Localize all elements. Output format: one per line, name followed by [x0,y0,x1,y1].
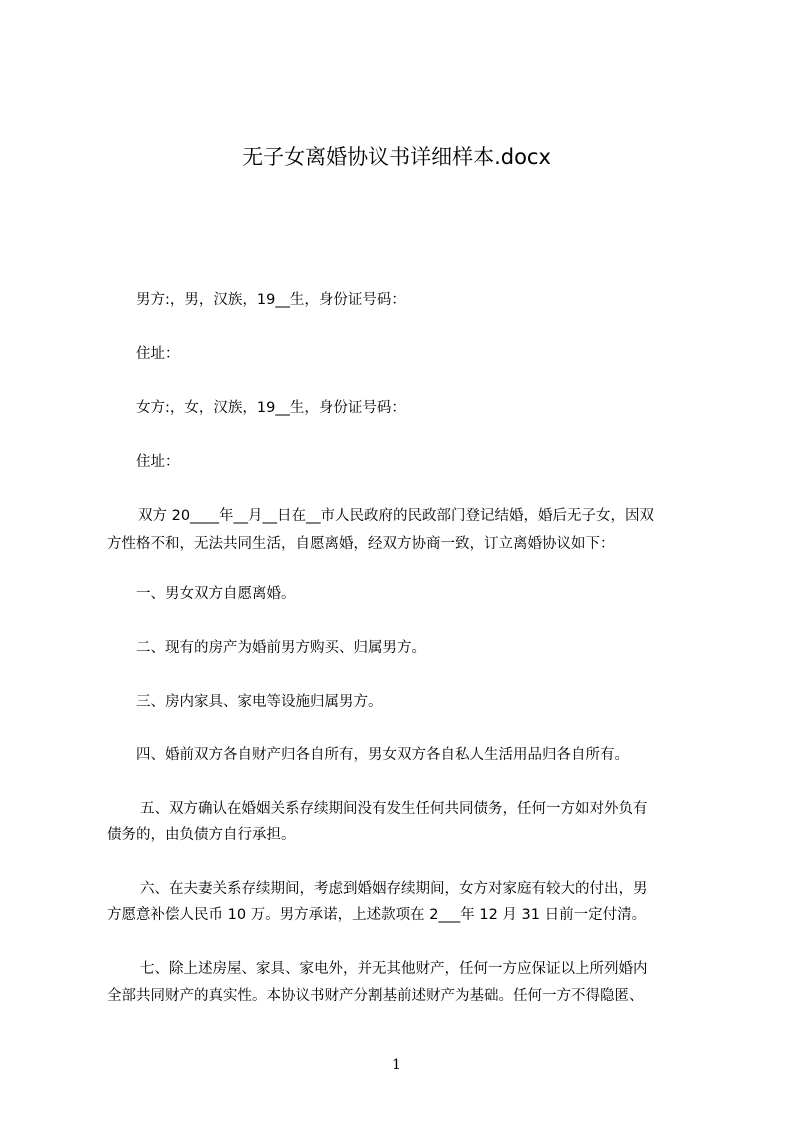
clause-3: 三、房内家具、家电等设施归属男方。 [136,694,383,710]
paragraph-marriage-line2: 方性格不和，无法共同生活，自愿离婚，经双方协商一致，订立离婚协议如下： [107,536,615,552]
clause-4: 四、婚前双方各自财产归各自所有，男女双方各自私人生活用品归各自所有。 [136,747,629,763]
clause-5-line1: 五、双方确认在婚姻关系存续期间没有发生任何共同债务，任何一方如对外负有 [140,801,648,817]
document-title: 无子女离婚协议书详细样本.docx [242,145,551,169]
clause-6-line1: 六、在夫妻关系存续期间，考虑到婚姻存续期间，女方对家庭有较大的付出，男 [140,881,648,897]
paragraph-female-party: 女方:，女，汉族，19__生，身份证号码： [136,400,406,416]
clause-2: 二、现有的房产为婚前男方购买、归属男方。 [136,640,426,656]
clause-7-line1: 七、除上述房屋、家具、家电外，并无其他财产，任何一方应保证以上所列婚内 [140,961,648,977]
paragraph-female-address: 住址： [136,454,180,470]
clause-6-line2: 方愿意补偿人民币 10 万。男方承诺，上述款项在 2___年 12 月 31 日前一定付清。 [107,907,647,923]
paragraph-male-address: 住址： [136,346,180,362]
page-number: 1 [392,1057,401,1073]
paragraph-marriage-line1: 双方 20____年__月__日在__市人民政府的民政部门登记结婚，婚后无子女，因双 [138,508,655,524]
clause-1: 一、男女双方自愿离婚。 [136,586,296,602]
clause-7-line2: 全部共同财产的真实性。本协议书财产分割基前述财产为基础。任何一方不得隐匿、 [107,988,644,1004]
paragraph-male-party: 男方:，男，汉族，19__生，身份证号码： [136,292,406,308]
clause-5-line2: 债务的，由负债方自行承担。 [107,827,296,843]
